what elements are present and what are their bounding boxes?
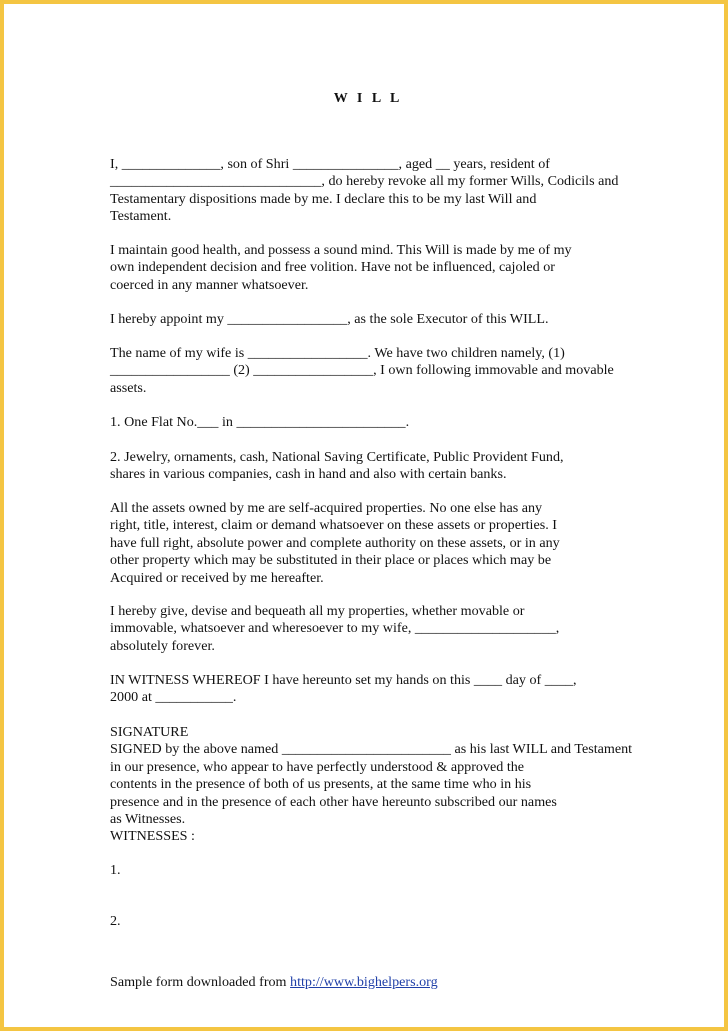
text-line: I maintain good health, and possess a sound mind. This Will is made by me of my [110,242,572,258]
text-line: 1. [110,862,121,878]
text-line: have full right, absolute power and complete authority on these assets, or in any [110,534,560,551]
text-line: in our presence, who appear to have perfectly understood & approved the [110,758,525,775]
paragraph-bequeath [110,603,622,655]
text-line: right, title, interest, claim or demand whatsoever on these assets or properties. I [110,517,557,534]
footer-link[interactable]: http://www.bighelpers.org [290,974,438,990]
paragraph-self-acquired [110,500,622,587]
witness-2-label [110,913,622,930]
paragraph-intro [110,156,622,226]
text-line: SIGNED by the above named ________________________ as his last WILL and Testament [110,741,633,758]
text-line: Testamentary dispositions made by me. I declare this to be my last Will and [110,190,537,207]
text-line: All the assets owned by me are self-acquired properties. No one else has any [110,500,543,516]
text-line: absolutely forever. [110,637,215,654]
paragraph-asset-2 [110,449,622,484]
text-line: Acquired or received by me hereafter. [110,569,324,586]
text-line: I, ______________, son of Shri _______________, aged __ years, resident of [110,156,550,172]
text-line: ______________________________, do hereby revoke all my former Wills, Codicils and [110,173,619,190]
witness-1-label [110,862,622,879]
text-line: presence and in the presence of each other have hereunto subscribed our names [110,793,557,810]
text-line: 2. Jewelry, ornaments, cash, National Saving Certificate, Public Provident Fund, [110,449,564,465]
paragraph-signature [110,724,633,846]
text-line: coerced in any manner whatsoever. [110,276,309,293]
text-line: The name of my wife is _________________. We have two children namely, (1) [110,345,565,361]
footer-prefix: Sample form downloaded from [110,974,291,990]
paragraph-witness-whereof [110,672,622,707]
document-page [4,4,724,1027]
text-line: contents in the presence of both of us presents, at the same time who in his [110,776,532,793]
text-line: WITNESSES : [110,828,195,845]
text-line: as Witnesses. [110,811,186,828]
text-line: own independent decision and free volition. Have not be influenced, cajoled or [110,259,555,276]
text-line: I hereby appoint my _________________, as the sole Executor of this WILL. [110,311,549,327]
text-line: assets. [110,379,147,396]
document-title: W I L L [333,91,403,106]
paragraph-executor [110,311,622,328]
text-line: SIGNATURE [110,724,189,740]
text-line: _________________ (2) _________________, I own following immovable and movable [110,362,614,379]
text-line: 2000 at ___________. [110,689,237,706]
paragraph-family [110,345,622,397]
text-line: shares in various companies, cash in hand and also with certain banks. [110,466,507,483]
paragraph-health [110,242,622,294]
text-line: IN WITNESS WHEREOF I have hereunto set my hands on this ____ day of ____, [110,672,577,688]
text-line: 1. One Flat No.___ in ________________________. [110,414,410,430]
text-line: other property which may be substituted in their place or places which may be [110,552,552,569]
footer-note [110,974,622,991]
text-line: immovable, whatsoever and wheresoever to my wife, ____________________, [110,620,560,637]
text-line: Testament. [110,208,172,225]
paragraph-asset-1 [110,414,622,431]
text-line: 2. [110,913,121,929]
text-line: I hereby give, devise and bequeath all my properties, whether movable or [110,603,525,619]
